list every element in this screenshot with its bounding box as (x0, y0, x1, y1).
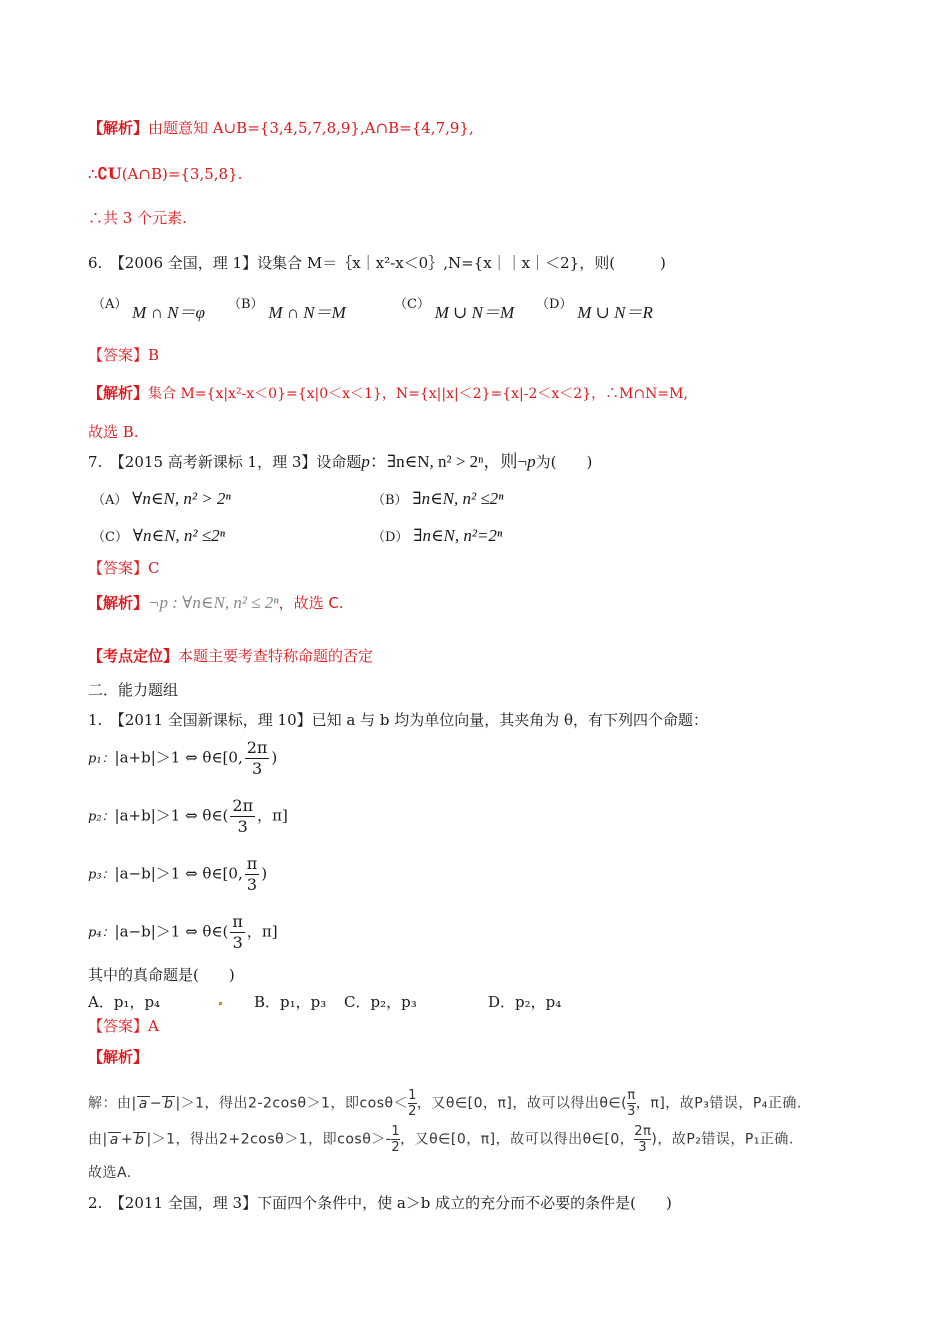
p2-left: |a+b|＞1 ⇔ θ∈( (114, 806, 229, 825)
q7-option-c (92, 526, 225, 546)
p3-left: |a−b|＞1 ⇔ θ∈[0, (114, 864, 243, 883)
sol2-plus: + (120, 1131, 134, 1148)
sol1-half-denominator: 2 (408, 1104, 417, 1119)
q1-proposition-p4 (88, 912, 278, 953)
q7-option-d-text: ∃n∈N, n²=2ⁿ (413, 526, 503, 545)
sol1-conclusion: ，π]，故P₃错误，P₄正确. (635, 1095, 802, 1112)
q7-kaodian (88, 645, 373, 667)
q7-option-c-text: ∀n∈N, n² ≤2ⁿ (132, 526, 225, 545)
p2-right: ，π] (257, 806, 288, 825)
sol2-fraction-denominator: 3 (638, 1140, 648, 1155)
q1-solution-line-3: 故选A. (88, 1165, 132, 1181)
q6-jiexi (88, 382, 688, 405)
q7-stem-suffix: 为( ) (535, 453, 593, 471)
q1-option-d: D．p₂，p₄ (488, 993, 562, 1011)
q6-option-a-text: M ∩ N＝φ (132, 303, 205, 322)
q7-option-a (92, 489, 231, 509)
q6-jiexi-label: 【解析】 (88, 384, 149, 402)
sol2-fraction-numerator: 2π (634, 1124, 652, 1139)
p1-fraction (245, 738, 270, 779)
q7-option-a-label: （A） (92, 493, 128, 508)
q7-option-d (372, 526, 502, 546)
sol2-step: |＞1，得出2+2cosθ＞1，即cosθ＞- (146, 1131, 392, 1148)
q7-option-d-label: （D） (372, 530, 409, 545)
sol1-half-numerator: 1 (408, 1088, 417, 1103)
sol1-vector-b: b (164, 1095, 174, 1112)
sol2-step2: ，又θ∈[0，π]，故可以得出θ∈[0， (400, 1131, 635, 1148)
q7-kaodian-text: 本题主要考查特称命题的否定 (178, 647, 374, 665)
complement-symbol: ∁U (97, 164, 122, 183)
therefore-symbol: ∴ (88, 165, 98, 183)
q7-jiexi-label: 【解析】 (88, 594, 149, 612)
q7-option-c-label: （C） (92, 530, 128, 545)
q1-option-b: B．p₁，p₃ (254, 993, 327, 1011)
q6-option-b (228, 288, 346, 322)
p2-label: p₂： (88, 809, 115, 825)
q6-jiexi-text: 集合 M={x|x²-x＜0}={x|0＜x＜1}，N={x||x|＜2}={x|-2＜x＜2}，∴M∩N=M, (148, 386, 688, 402)
sol1-fraction-denominator: 3 (627, 1104, 636, 1119)
sol2-vector-b: b (135, 1131, 145, 1148)
q1-jiexi-label: 【解析】 (88, 1048, 149, 1066)
p4-fraction-denominator: 3 (232, 933, 243, 952)
q7-proposition-p: p (361, 452, 370, 471)
p4-label: p₄： (88, 925, 115, 941)
p2-fraction-numerator: 2π (232, 796, 254, 815)
sol1-fraction-numerator: π (627, 1088, 636, 1103)
q1-proposition-p3 (88, 854, 267, 895)
q6-option-c (394, 288, 515, 322)
q7-option-b-label: （B） (372, 493, 408, 508)
p4-left: |a−b|＞1 ⇔ θ∈( (114, 922, 229, 941)
q6-answer: 【答案】B (88, 346, 160, 364)
sol1-prefix: 解：由| (88, 1095, 137, 1112)
p3-label: p₃： (88, 867, 115, 883)
p3-fraction-numerator: π (246, 854, 258, 873)
q6-option-b-text: M ∩ N＝M (268, 303, 346, 322)
q7-jiexi (88, 592, 344, 614)
sol2-prefix: 由| (88, 1131, 108, 1148)
sol1-vector-a: a (138, 1095, 148, 1112)
jiexi-label: 【解析】 (88, 119, 149, 137)
sol1-step: |＞1，得出2-2cosθ＞1，即cosθ＜ (175, 1095, 409, 1112)
q1-question: 其中的真命题是( ) (88, 966, 235, 984)
jiexi-line-3: ∴共 3 个元素. (88, 209, 187, 227)
q7-proposition-p2: p (527, 452, 536, 471)
q1-option-a: A．p₁，p₄ (88, 993, 161, 1011)
p1-fraction-numerator: 2π (246, 738, 268, 757)
stray-mark (219, 1002, 222, 1005)
p1-right: ) (271, 748, 278, 767)
sol2-fraction (634, 1124, 651, 1155)
p3-right: ) (261, 864, 268, 883)
q6-option-d-label: （D） (536, 297, 573, 312)
section-title: 二．能力题组 (88, 681, 179, 699)
sol2-half (391, 1124, 400, 1155)
q6-option-c-text: M ∪ N＝M (434, 303, 515, 322)
sol2-half-denominator: 2 (391, 1140, 401, 1155)
sol1-step2: ，又θ∈[0，π]，故可以得出θ∈( (416, 1095, 628, 1112)
q6-stem: 6. 【2006 全国，理 1】设集合 M＝｛x｜x²-x＜0｝,N={x｜｜x｜＜2}，则( ) (88, 254, 666, 272)
q7-answer: 【答案】C (88, 559, 160, 577)
q7-option-b-text: ∃n∈N, n² ≤2ⁿ (412, 489, 504, 508)
q7-stem (88, 451, 592, 473)
q1-proposition-p2 (88, 796, 288, 837)
q1-answer: 【答案】A (88, 1017, 159, 1035)
sol1-half (408, 1088, 417, 1119)
q1-solution-line-2 (88, 1124, 794, 1155)
p1-left: |a+b|＞1 ⇔ θ∈[0, (114, 748, 243, 767)
q7-jiexi-conclusion: ，故选 C. (278, 594, 344, 612)
p4-fraction-numerator: π (232, 912, 243, 931)
sol1-fraction (627, 1088, 636, 1119)
sol2-half-numerator: 1 (391, 1124, 401, 1139)
q6-option-d (536, 288, 653, 322)
p4-fraction (230, 912, 245, 953)
q6-option-c-label: （C） (394, 297, 430, 312)
p1-label: p₁： (88, 751, 115, 767)
sol2-vector-a: a (109, 1131, 119, 1148)
p3-fraction (245, 854, 260, 895)
q7-jiexi-math: ¬p : ∀n∈N, n² ≤ 2ⁿ (148, 593, 279, 612)
jiexi-line-1 (88, 117, 474, 139)
q1-option-c: C．p₂，p₃ (344, 993, 417, 1011)
q2-stem: 2. 【2011 全国，理 3】下面四个条件中，使 a＞b 成立的充分而不必要的条件是( ) (88, 1194, 672, 1212)
p1-fraction-denominator: 3 (251, 759, 263, 778)
q1-proposition-p1 (88, 738, 277, 779)
q7-option-a-text: ∀n∈N, n² > 2ⁿ (132, 489, 231, 508)
p3-fraction-denominator: 3 (246, 875, 258, 894)
q6-option-b-label: （B） (228, 297, 264, 312)
q7-stem-condition: ：∃n∈N, n² > 2ⁿ，则¬ (369, 452, 528, 471)
q7-option-b (372, 489, 504, 509)
complement-expression: (A∩B)={3,5,8}. (121, 165, 243, 183)
q6-option-a (92, 288, 205, 322)
sol1-minus: − (149, 1095, 163, 1112)
q6-option-a-label: （A） (92, 297, 128, 312)
p2-fraction (230, 796, 255, 837)
q1-stem: 1. 【2011 全国新课标，理 10】已知 a 与 b 均为单位向量，其夹角为 θ，有下列四个命题： (88, 711, 709, 729)
q6-jiexi-conclusion: 故选 B. (88, 423, 139, 441)
q7-kaodian-label: 【考点定位】 (88, 647, 179, 665)
jiexi-text: 由题意知 A∪B={3,4,5,7,8,9},A∩B={4,7,9}, (148, 119, 474, 137)
q7-stem-prefix: 7. 【2015 高考新课标 1，理 3】设命题 (88, 453, 362, 471)
p2-fraction-denominator: 3 (237, 817, 248, 836)
q1-solution-line-1 (88, 1088, 802, 1119)
sol2-conclusion: )，故P₂错误，P₁正确. (651, 1131, 794, 1148)
p4-right: ，π] (246, 922, 278, 941)
jiexi-line-2 (88, 163, 242, 185)
q6-option-d-text: M ∪ N＝R (577, 303, 653, 322)
